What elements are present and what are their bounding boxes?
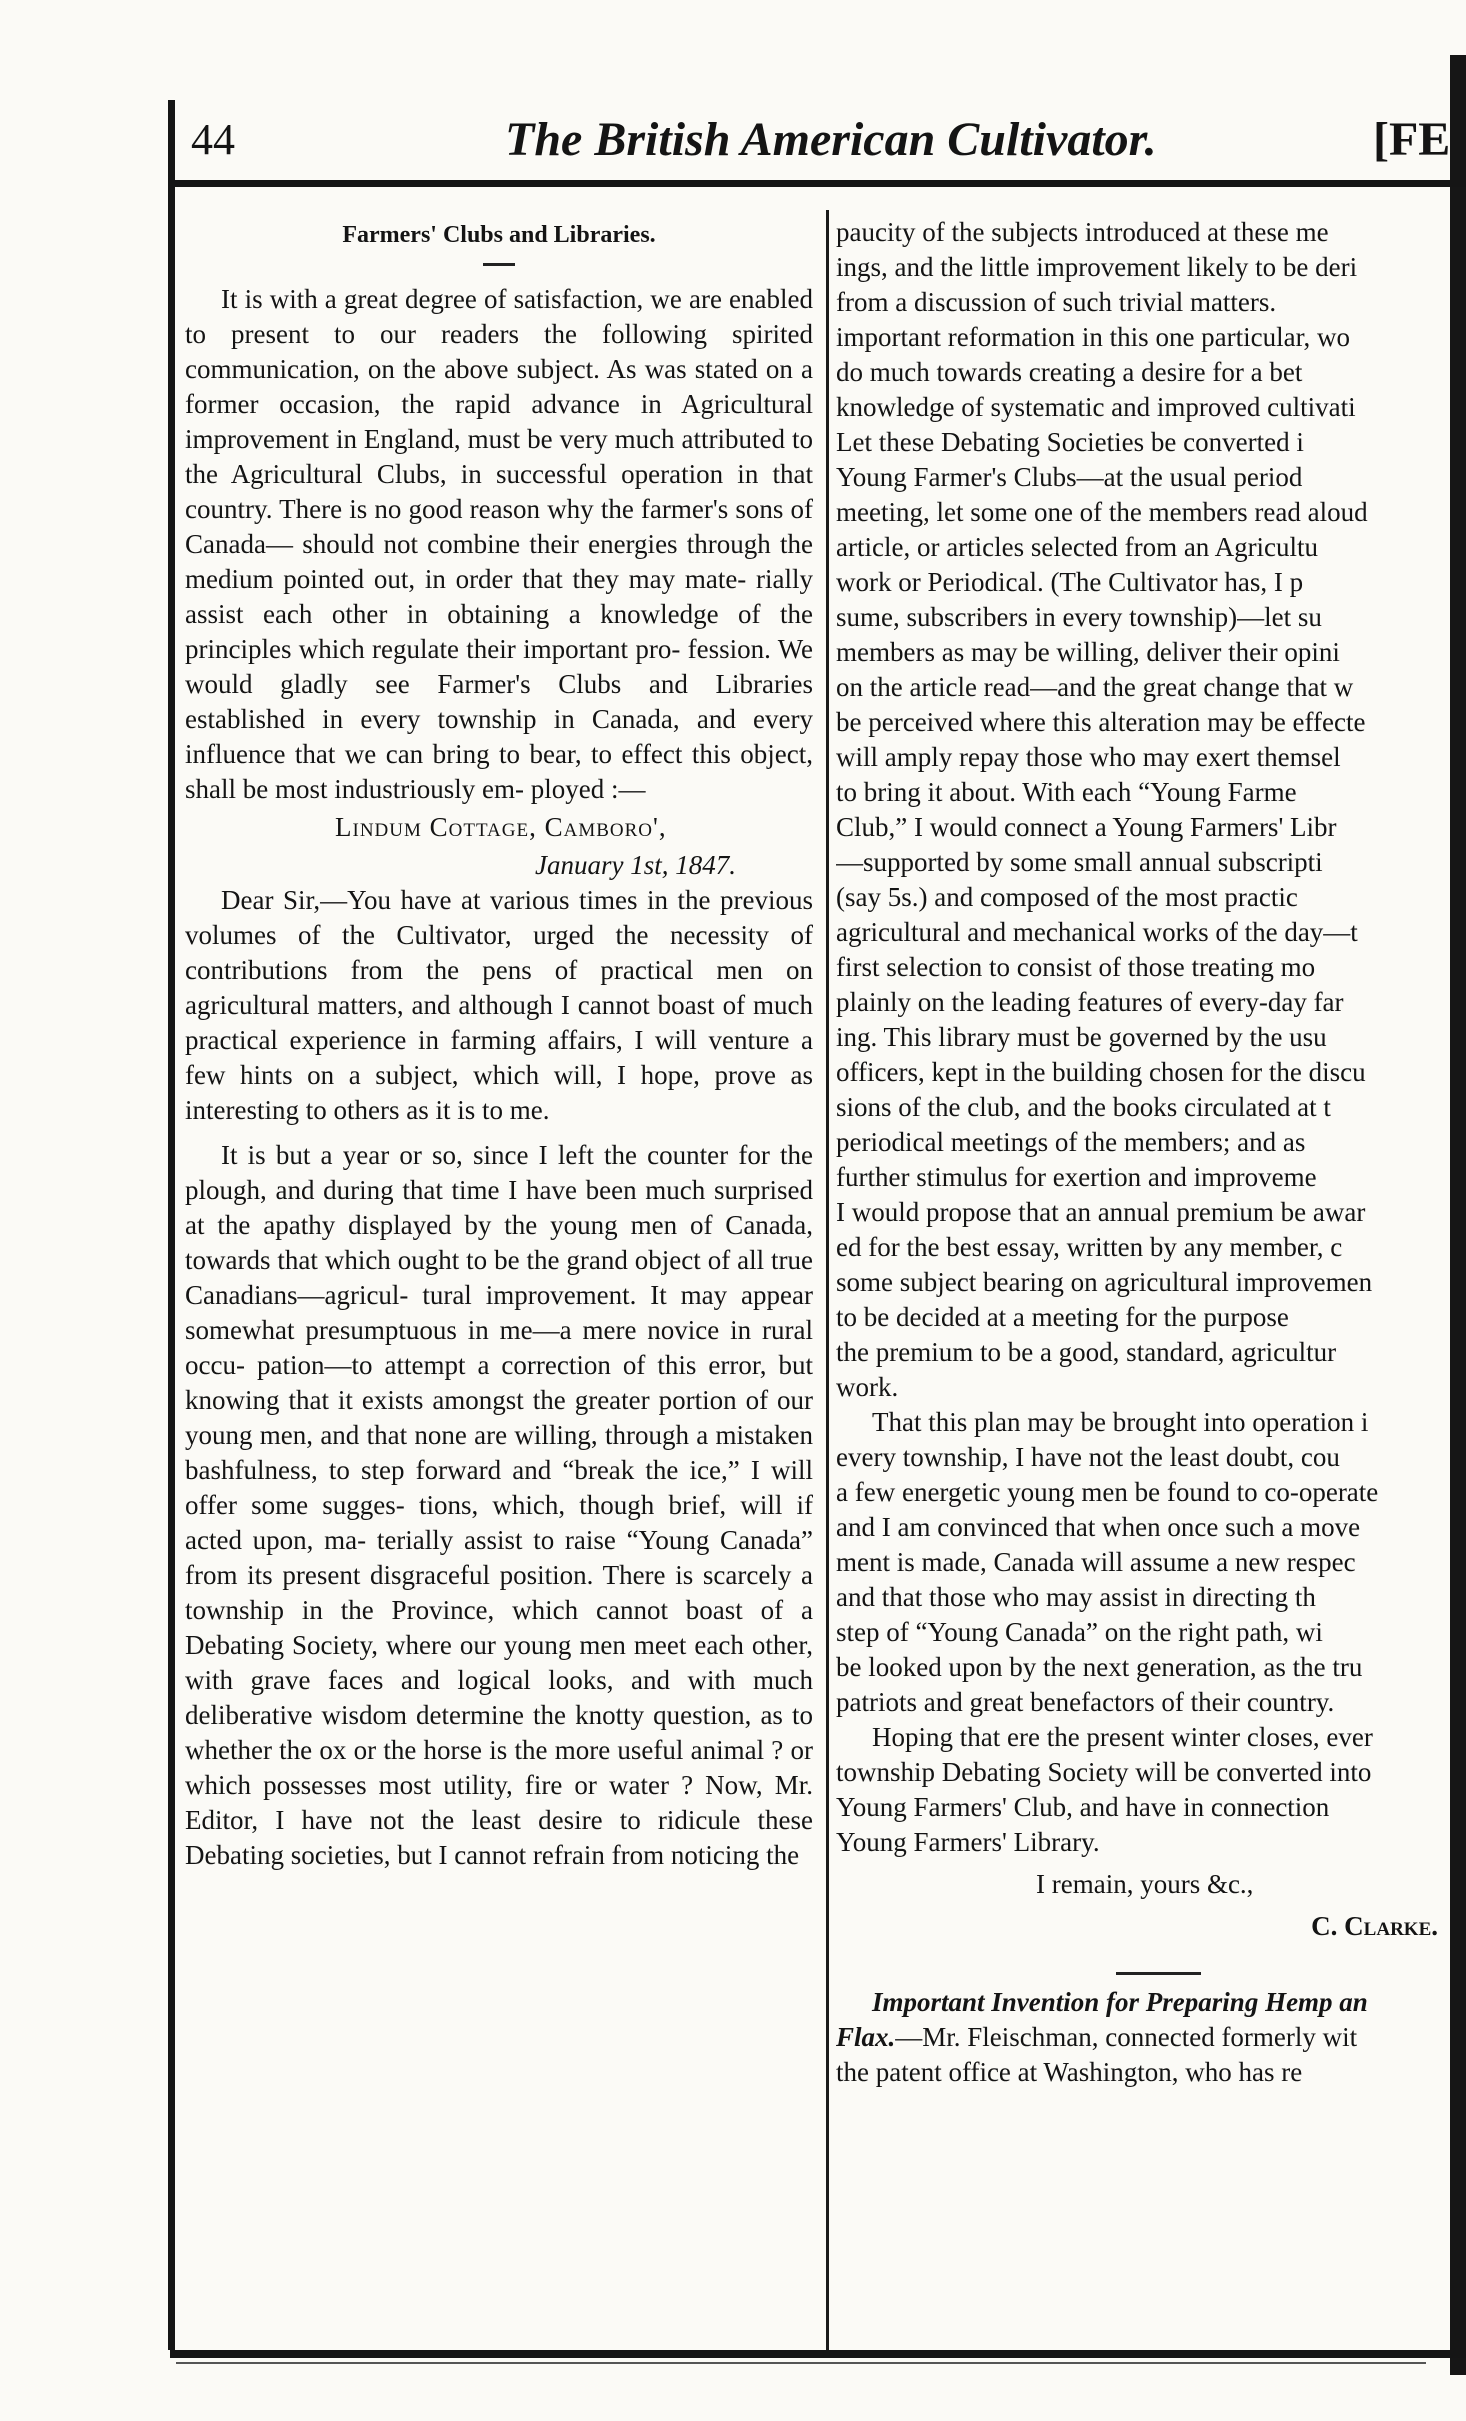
text-line: ment is made, Canada will assume a new respec [836, 1547, 1356, 1577]
text-line: sume, subscribers in every township)—let su [836, 602, 1322, 632]
editor-intro [185, 282, 813, 807]
text-line: Debating Society, where our young men meet each [185, 1630, 744, 1660]
text-line: officers, kept in the building chosen for the discu [836, 1057, 1366, 1087]
next-article-text-2: the patent office at Washington, who has re [836, 2057, 1303, 2087]
text-line: to bring it about. With each “Young Farme [836, 777, 1297, 807]
text-line: societies, but I cannot refrain from noticing the [290, 1840, 800, 1870]
text-line: ing. This library must be governed by the usu [836, 1022, 1327, 1052]
text-line: medium pointed out, in order that they may mate- [185, 564, 747, 594]
next-article-line [836, 2020, 1450, 2055]
next-article-title [836, 1985, 1450, 2020]
column-divider [826, 210, 829, 2350]
article-title: Farmers' Clubs and Libraries. [342, 222, 656, 248]
text-line: not the least desire to ridicule these Debating [185, 1805, 813, 1870]
text-line: Young Farmer's Clubs—at the usual period [836, 462, 1303, 492]
text-line: ed for the best essay, written by any member, c [836, 1232, 1343, 1262]
text-line: first selection to consist of those treating mo [836, 952, 1316, 982]
text-line: ployed :— [530, 774, 646, 804]
text-line: previous volumes of the Cultivator, urged the [185, 885, 813, 950]
letter-paragraph-3 [836, 215, 1450, 1405]
text-line: knowledge of systematic and improved cultivati [836, 392, 1356, 422]
text-line: effect this object, shall be most industriously em- [185, 739, 813, 804]
next-article-title-text: Important Invention for Preparing Hemp an [872, 1987, 1368, 2017]
left-frame-rule [168, 100, 175, 2350]
text-line: and that those who may assist in directing th [836, 1582, 1316, 1612]
text-line: the plough, and during that time I have been much [185, 1140, 813, 1205]
running-head [175, 110, 1465, 180]
text-line: Dear Sir,—You have at various times in the [221, 885, 711, 915]
letter-paragraph-4 [836, 1405, 1450, 1720]
text-line: will amply repay those who may exert themsel [836, 742, 1341, 772]
text-line: pation—to attempt a correction of this error, but [256, 1350, 813, 1380]
text-line: meeting, let some one of the members read aloud [836, 497, 1368, 527]
text-line: further stimulus for exertion and improveme [836, 1162, 1317, 1192]
section-rule [1116, 1972, 1201, 1975]
text-line: members as may be willing, deliver their opini [836, 637, 1340, 667]
text-line: township in the Province, which cannot boast of a [185, 1595, 813, 1625]
closing-line: I remain, yours &c., [1036, 1869, 1254, 1899]
text-line: through a mistaken bashfulness, to step forward [185, 1420, 813, 1485]
text-line: which will, I hope, prove as interesting to others as [185, 1060, 813, 1125]
text-line: tions, which, though brief, will if acted upon, ma- [185, 1490, 813, 1555]
text-line: plainly on the leading features of every-day far [836, 987, 1344, 1017]
header-rule [170, 180, 1466, 187]
text-line: was stated on a former occasion, the rapid advance [185, 354, 813, 419]
text-line: article, or articles selected from an Agricultu [836, 532, 1319, 562]
text-line: be looked upon by the next generation, as the tru [836, 1652, 1363, 1682]
right-page-edge [1450, 55, 1466, 2375]
right-column [836, 215, 1450, 2345]
text-line: on the article read—and the great change that w [836, 672, 1354, 702]
journal-title: The British American Cultivator. [505, 113, 1157, 166]
text-line: Let these Debating Societies be converted i [836, 427, 1304, 457]
text-line: I would propose that an annual premium be awar [836, 1197, 1366, 1227]
letter-paragraph-2 [185, 1138, 813, 1873]
text-line: periodical meetings of the members; and as [836, 1127, 1306, 1157]
text-line: question, as to whether the ox or the horse is the [185, 1700, 813, 1765]
text-line: in Agricultural improvement in England, must be [185, 389, 813, 454]
text-line: affairs, I will venture a few hints on a subject, [185, 1025, 813, 1090]
text-line: rially assist each other in obtaining a knowledge of [185, 564, 813, 629]
text-line: the premium to be a good, standard, agricultur [836, 1337, 1337, 1367]
text-line: successful operation in that country. There is no [185, 459, 813, 524]
text-line: be perceived where this alteration may be effecte [836, 707, 1366, 737]
next-article-title-cont: Flax. [836, 2022, 896, 2052]
text-line: every township, I have not the least doubt, cou [836, 1442, 1340, 1472]
month-fragment: [FE [1373, 113, 1451, 166]
footer-rule-thin [176, 2362, 1426, 2364]
text-line: tural improvement. It may appear somewhat [185, 1280, 813, 1345]
text-line: sions of the club, and the books circulated at t [836, 1092, 1331, 1122]
text-line: some subject bearing on agricultural improvemen [836, 1267, 1373, 1297]
text-line: Young Farmers' Library. [836, 1827, 1100, 1857]
text-line: It is with a great degree of satisfaction, we are [221, 284, 722, 314]
text-line: and I am convinced that when once such a move [836, 1512, 1361, 1542]
text-line: boast of much practical experience in farming [185, 990, 813, 1055]
text-line: patriots and great benefactors of their country. [836, 1687, 1335, 1717]
text-line: Hoping that ere the present winter closes, ever [872, 1722, 1373, 1752]
text-line: fession. We would gladly see Farmer's Clubs and [185, 634, 813, 699]
text-line: from a discussion of such trivial matters. [836, 287, 1277, 317]
text-line: should not combine their energies through the [302, 529, 813, 559]
text-line: men on agricultural matters, and although I cannot [185, 955, 813, 1020]
text-line: of our young men, and that none are willing, [185, 1385, 813, 1450]
text-line: Club,” I would connect a Young Farmers' Libr [836, 812, 1337, 842]
text-line: It is but a year or so, since I left the counter for [221, 1140, 770, 1170]
text-line: presumptuous in me—a mere novice in rural occu- [185, 1315, 813, 1380]
left-column [185, 215, 813, 2345]
text-line: and every influence that we can bring to bear, to [185, 704, 813, 769]
text-line: That this plan may be brought into operation i [872, 1407, 1369, 1437]
text-line: agricultural and mechanical works of the day—t [836, 917, 1358, 947]
text-line: more useful animal ? or which possesses most [185, 1735, 813, 1800]
letter-paragraph-5 [836, 1720, 1450, 1860]
text-line: township Debating Society will be converted into [836, 1757, 1372, 1787]
text-line: —supported by some small annual subscripti [836, 847, 1323, 877]
text-line: step of “Young Canada” on the right path, wi [836, 1617, 1323, 1647]
text-line: paucity of the subjects introduced at these me [836, 217, 1329, 247]
letter-paragraph-1 [185, 883, 813, 1128]
footer-rule [170, 2350, 1466, 2358]
page-number: 44 [191, 115, 235, 164]
text-line: terially assist to raise “Young Canada” from its [185, 1525, 813, 1590]
text-line: (say 5s.) and composed of the most practic [836, 882, 1298, 912]
text-line: a few energetic young men be found to co-operate [836, 1477, 1379, 1507]
text-line: other, with grave faces and logical looks, and with [185, 1630, 813, 1695]
text-line: ings, and the little improvement likely to be deri [836, 252, 1358, 282]
dateline-date: January 1st, 1847. [535, 850, 736, 880]
text-line: and “break the ice,” I will offer some sugges- [185, 1455, 813, 1520]
text-line: knowing that it exists amongst the greater portion [185, 1385, 737, 1415]
dateline-place: Lindum Cottage, Camboro', [335, 812, 667, 842]
title-rule [483, 263, 515, 266]
text-line: men of Canada, towards that which ought to be [185, 1210, 813, 1275]
text-line: it is to me. [435, 1095, 550, 1125]
text-line: enabled to present to our readers the following [185, 284, 813, 349]
text-line: the principles which regulate their important pro- [185, 599, 813, 664]
text-line: much deliberative wisdom determine the knotty [185, 1665, 813, 1730]
text-line: surprised at the apathy displayed by the young [185, 1175, 813, 1240]
text-line: work. [836, 1372, 899, 1402]
text-line: very much attributed to the Agricultural Clubs, in [185, 424, 813, 489]
text-line: utility, fire or water ? Now, Mr. Editor, I have [185, 1770, 813, 1835]
text-line: the grand object of all true Canadians—agricul- [185, 1245, 813, 1310]
text-line: Libraries established in every township in Canada, [185, 669, 813, 734]
text-line: work or Periodical. (The Cultivator has, I p [836, 567, 1304, 597]
text-line: Young Farmers' Club, and have in connection [836, 1792, 1330, 1822]
text-line: good reason why the farmer's sons of Canada— [185, 494, 813, 559]
text-line: present disgraceful position. There is scarcely a [282, 1560, 813, 1590]
paragraph-gap [185, 1128, 813, 1138]
next-article-text-1: —Mr. Fleischman, connected formerly wit [895, 2022, 1358, 2052]
text-line: to be decided at a meeting for the purpose [836, 1302, 1289, 1332]
signature: C. Clarke. [1311, 1911, 1438, 1941]
text-line: spirited communication, on the above subject. As [185, 319, 813, 384]
text-line: necessity of contributions from the pens of practical [185, 920, 813, 985]
text-line: do much towards creating a desire for a bet [836, 357, 1303, 387]
text-line: important reformation in this one particular, wo [836, 322, 1351, 352]
